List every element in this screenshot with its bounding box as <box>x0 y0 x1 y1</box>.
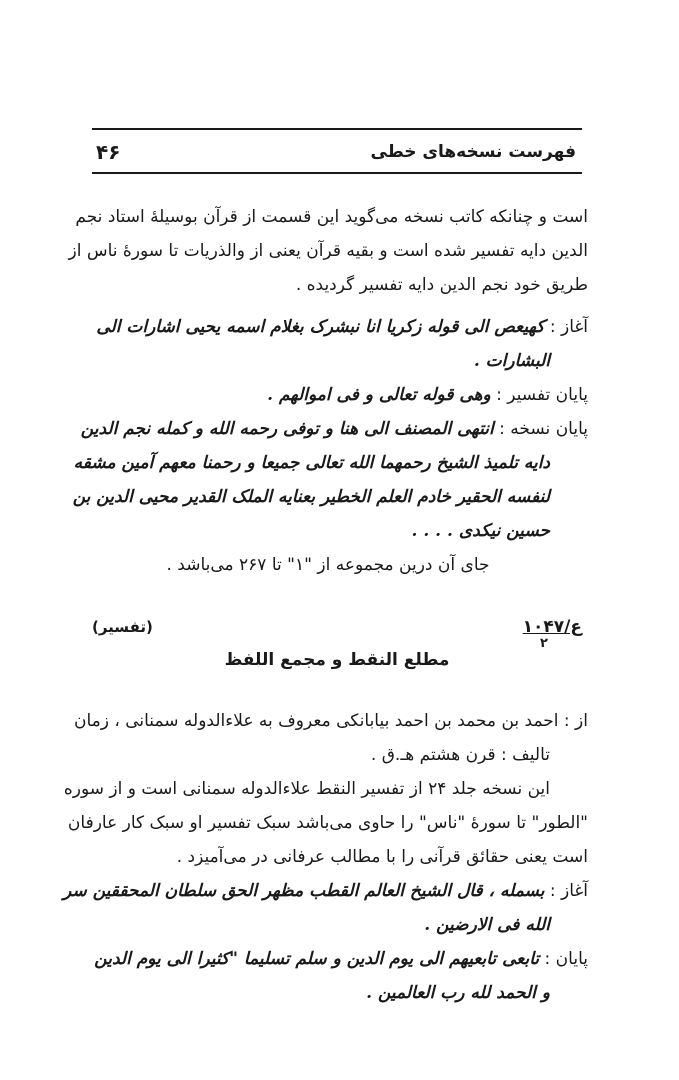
section-1 <box>68 200 588 582</box>
aghaz2-text: بسمله ، قال الشیخ العالم القطب مظهر الحق سلطان المحققین سر <box>63 881 545 901</box>
payan-noskhe-continuation: لنفسه الحقیر خادم العلم الخطیر بعنایه الملک القدیر محیی الدین بن <box>72 487 550 507</box>
payan-noskhe-continuation: حسین نیکدی . . . . <box>411 521 550 541</box>
text-line: الدین دایه تفسیر شده است و بقیه قرآن یعنی از والذریات تا سورهٔ ناس از <box>68 241 588 261</box>
header-top-rule <box>92 128 582 130</box>
entry-title: مطلع النقط و مجمع اللفظ <box>224 650 450 670</box>
running-title: فهرست نسخه‌های خطی <box>370 142 576 162</box>
desc-line: "الطور" تا سورهٔ "ناس" را حاوی می‌باشد سبک تفسیر او سبک کار عارفان <box>67 813 588 833</box>
aghaz-text: کهیعص الی قوله زکریا انا نبشرک بغلام اسمه یحیی اشارات الی <box>96 317 545 337</box>
aghaz-line <box>68 310 588 344</box>
text-line: طریق خود نجم الدین دایه تفسیر گردیده . <box>295 275 588 295</box>
payan-noskhe-line <box>68 412 588 446</box>
payan2-continuation: و الحمد لله رب العالمین . <box>366 983 550 1003</box>
aghaz2-line <box>63 874 588 908</box>
entry-number: ع/۱۰۴۷ <box>522 617 582 637</box>
section-2 <box>63 704 588 1010</box>
aghaz2-label: آغاز : <box>549 881 588 901</box>
payan-noskhe-text: انتهی المصنف الی هنا و توفی رحمه الله و کمله نجم الدین <box>80 419 494 439</box>
az-label: از : <box>563 711 588 731</box>
payan2-label: پایان : <box>544 949 588 969</box>
entry-sub-number: ۲ <box>540 636 548 651</box>
payan-noskhe-continuation: دایه تلمیذ الشیخ رحمهما الله تعالی جمیعا و رحمنا معهم آمین مشقه <box>73 453 550 473</box>
az-text: احمد بن محمد بن احمد بیابانکی معروف به علاءالدوله سمنانی ، زمان <box>73 711 559 731</box>
entry-header <box>92 612 582 642</box>
payan-tafsir-label: پایان تفسیر : <box>496 385 588 405</box>
page-number: ۴۶ <box>96 140 121 164</box>
payan-tafsir-text: وهی قوله تعالی و فی اموالهم . <box>267 385 491 405</box>
aghaz-continuation: البشارات . <box>473 351 550 371</box>
az-continuation: تالیف : قرن هشتم هـ.ق . <box>370 745 550 765</box>
payan2-line <box>68 942 588 976</box>
aghaz-label: آغاز : <box>549 317 588 337</box>
desc-line: این نسخه جلد ۲۴ از تفسیر النقط علاءالدوله سمنانی است و از سوره <box>63 779 550 799</box>
text-line: است و چنانکه کاتب نسخه می‌گوید این قسمت از قرآن بوسیلهٔ استاد نجم <box>75 207 588 227</box>
payan-noskhe-label: پایان نسخه : <box>499 419 588 439</box>
location-line: جای آن درین مجموعه از "۱" تا ۲۶۷ می‌باشد . <box>166 555 490 575</box>
header-bottom-rule <box>92 172 582 174</box>
page-header <box>92 134 582 170</box>
az-line <box>68 704 588 738</box>
entry-category: (تفسیر) <box>92 618 153 636</box>
payan2-text: تابعی تابعیهم الی یوم الدین و سلم تسلیما "کثیرا الی یوم الدین <box>94 949 540 969</box>
aghaz2-continuation: الله فی الارضین . <box>424 915 550 935</box>
payan-tafsir-line <box>68 378 588 412</box>
desc-line: است یعنی حقائق قرآنی را با مطالب عرفانی در می‌آمیزد . <box>176 847 588 867</box>
